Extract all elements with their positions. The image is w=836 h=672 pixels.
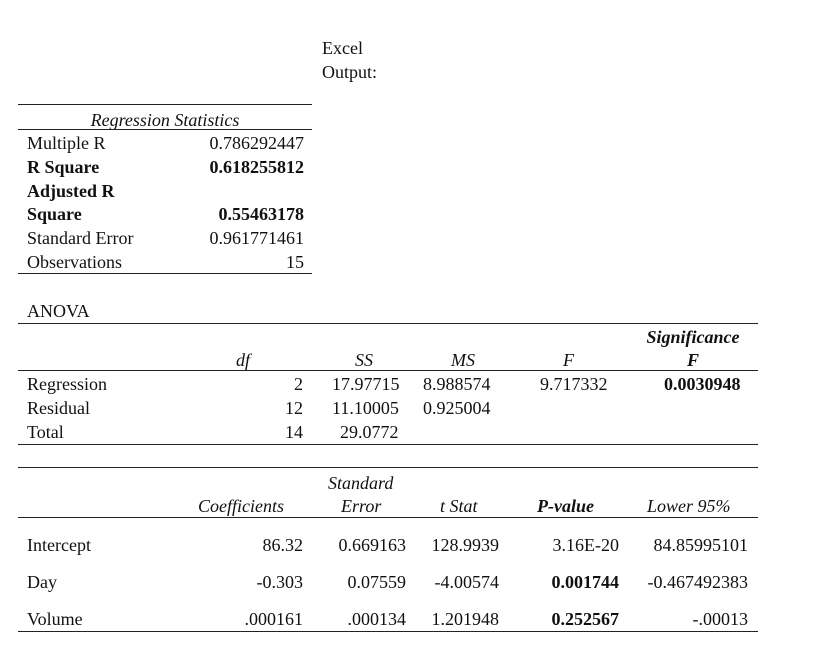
intercept-p-value: 3.16E-20 xyxy=(552,535,619,555)
volume-t-stat: 1.201948 xyxy=(431,609,499,629)
anova-header-ms: MS xyxy=(451,350,475,370)
r-square-label: R Square xyxy=(27,157,100,177)
intercept-lower-95: 84.85995101 xyxy=(653,535,748,555)
coef-header-error: Error xyxy=(341,496,382,516)
volume-lower-95: -.00013 xyxy=(692,609,748,629)
day-coefficient: -0.303 xyxy=(256,572,303,592)
day-lower-95: -0.467492383 xyxy=(647,572,748,592)
coef-header-lower-95: Lower 95% xyxy=(647,496,731,516)
coef-header-coefficients: Coefficients xyxy=(198,496,284,516)
anova-total-df: 14 xyxy=(285,422,303,442)
day-p-value: 0.001744 xyxy=(551,572,619,592)
intercept-label: Intercept xyxy=(27,535,91,555)
multiple-r-label: Multiple R xyxy=(27,133,106,153)
anova-regression-label: Regression xyxy=(27,374,107,394)
anova-bottom-rule xyxy=(18,444,758,445)
coef-bottom-rule xyxy=(18,631,758,632)
intercept-coefficient: 86.32 xyxy=(262,535,303,555)
standard-error-label: Standard Error xyxy=(27,228,134,248)
day-label: Day xyxy=(27,572,57,592)
anova-total-ss: 29.0772 xyxy=(340,422,399,442)
anova-residual-df: 12 xyxy=(285,398,303,418)
observations-label: Observations xyxy=(27,252,122,272)
anova-header-rule xyxy=(18,370,758,371)
regstats-top-rule xyxy=(18,104,312,105)
volume-coefficient: .000161 xyxy=(244,609,303,629)
anova-header-significance-f: F xyxy=(686,350,699,370)
regstats-title: Regression Statistics xyxy=(90,110,240,130)
volume-p-value: 0.252567 xyxy=(551,609,619,629)
anova-header-f: F xyxy=(563,350,574,370)
standard-error-value: 0.961771461 xyxy=(209,228,304,248)
anova-total-label: Total xyxy=(27,422,64,442)
coef-header-standard: Standard xyxy=(328,473,394,493)
anova-residual-ms: 0.925004 xyxy=(423,398,491,418)
r-square-value: 0.618255812 xyxy=(209,157,304,177)
coef-top-rule xyxy=(18,467,758,468)
anova-regression-ms: 8.988574 xyxy=(423,374,491,394)
output-title-line2: Output: xyxy=(322,62,378,82)
anova-header-ss: SS xyxy=(355,350,373,370)
day-t-stat: -4.00574 xyxy=(434,572,499,592)
adjusted-r-square-label-line1: Adjusted R xyxy=(27,181,115,201)
anova-regression-significance: 0.0030948 xyxy=(664,374,741,394)
anova-regression-df: 2 xyxy=(294,374,303,394)
anova-regression-ss: 17.97715 xyxy=(332,374,400,394)
coef-header-t-stat: t Stat xyxy=(440,496,478,516)
adjusted-r-square-label-line2: Square xyxy=(27,204,82,224)
day-standard-error: 0.07559 xyxy=(347,572,406,592)
anova-top-rule xyxy=(18,323,758,324)
regstats-header-rule xyxy=(18,129,312,130)
coef-header-p-value: P-value xyxy=(537,496,594,516)
anova-regression-f: 9.717332 xyxy=(540,374,608,394)
anova-residual-ss: 11.10005 xyxy=(332,398,399,418)
volume-standard-error: .000134 xyxy=(347,609,406,629)
regstats-bottom-rule xyxy=(18,273,312,274)
anova-residual-label: Residual xyxy=(27,398,90,418)
coef-header-rule xyxy=(18,517,758,518)
intercept-standard-error: 0.669163 xyxy=(338,535,406,555)
intercept-t-stat: 128.9939 xyxy=(431,535,499,555)
anova-title: ANOVA xyxy=(27,301,90,321)
output-title-line1: Excel xyxy=(322,38,363,58)
adjusted-r-square-value: 0.55463178 xyxy=(218,204,304,224)
anova-header-significance: Significance xyxy=(646,327,740,347)
observations-value: 15 xyxy=(286,252,304,272)
anova-header-df: df xyxy=(236,350,251,370)
volume-label: Volume xyxy=(27,609,83,629)
multiple-r-value: 0.786292447 xyxy=(209,133,304,153)
